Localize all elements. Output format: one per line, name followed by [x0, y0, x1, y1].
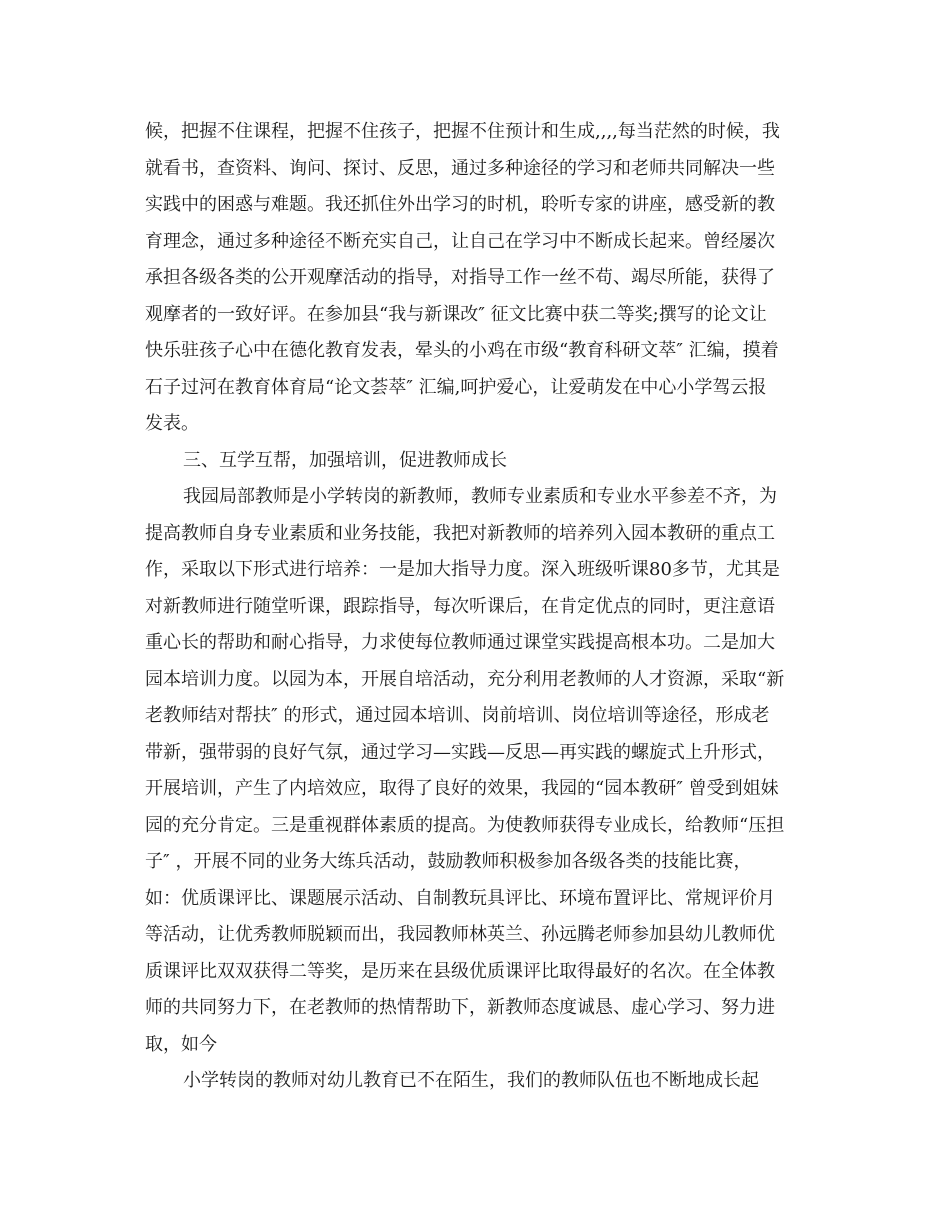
paragraph-1-line: 育理念，通过多种途径不断充实自己，让自己在学习中不断成长起来。曾经屡次 — [145, 230, 775, 252]
paragraph-3-line: 小学转岗的教师对幼儿教育已不在陌生，我们的教师队伍也不断地成长起 — [183, 1070, 759, 1091]
paragraph-2-line: 园的充分肯定。三是重视群体素质的提高。为使教师获得专业成长，给教师“压担 — [145, 814, 785, 836]
paragraph-2-line: 老教师结对帮扶″ 的形式，通过园本培训、岗前培训、岗位培训等途径，形成老 — [145, 705, 770, 726]
paragraph-2-line: 质课评比双双获得二等奖，是历来在县级优质课评比取得最好的名次。在全体教 — [145, 960, 775, 982]
paragraph-2-line: 取，如今 — [145, 1033, 217, 1055]
document-body — [145, 114, 807, 1100]
paragraph-2-line: 等活动，让优秀教师脱颖而出，我园教师林英兰、孙远腾老师参加县幼儿教师优 — [145, 924, 775, 945]
paragraph-2-line: 对新教师进行随堂听课，跟踪指导，每次听课后，在肯定优点的同时，更注意语 — [145, 595, 775, 617]
section-heading: 三、互学互帮，加强培训，促进教师成长 — [183, 449, 507, 471]
paragraph-2-line: 子″ ，开展不同的业务大练兵活动，鼓励教师积极参加各级各类的技能比赛， — [145, 851, 752, 872]
paragraph-1-line: 就看书，查资料、询问、探讨、反思，通过多种途径的学习和老师共同解决一些 — [145, 157, 775, 179]
paragraph-3 — [145, 1063, 807, 1100]
paragraph-2-line: 作，采取以下形式进行培养：一是加大指导力度。深入班级听课80多节，尤其是 — [145, 559, 780, 580]
paragraph-2-line: 带新，强带弱的良好气氛，通过学习—实践—反思—再实践的螺旋式上升形式， — [145, 741, 775, 763]
paragraph-1-line: 快乐驻孩子心中在德化教育发表，晕头的小鸡在市级“教育科研文萃″ 汇编，摸着 — [145, 340, 779, 361]
paragraph-1-line: 观摩者的一致好评。在参加县“我与新课改″ 征文比赛中获二等奖;撰写的论文让 — [145, 303, 767, 325]
paragraph-2-line: 我园局部教师是小学转岗的新教师，教师专业素质和专业水平参差不齐，为 — [183, 486, 777, 507]
paragraph-2-line: 园本培训力度。以园为本，开展自培活动，充分利用老教师的人才资源，采取“新 — [145, 668, 785, 690]
paragraph-2 — [145, 479, 807, 1063]
paragraph-2-line: 重心长的帮助和耐心指导，力求使每位教师通过课堂实践提高根本功。二是加大 — [145, 632, 775, 653]
paragraph-2-line: 如：优质课评比、课题展示活动、自制教玩具评比、环境布置评比、常规评价月 — [145, 887, 775, 909]
paragraph-2-line: 提高教师自身专业素质和业务技能，我把对新教师的培养列入园本教研的重点工 — [145, 522, 775, 544]
paragraph-1-line: 实践中的困惑与难题。我还抓住外出学习的时机，聆听专家的讲座，感受新的教 — [145, 194, 775, 215]
paragraph-2-line: 开展培训，产生了内培效应，取得了良好的效果，我园的“园本教研″ 曾受到姐妹 — [145, 778, 779, 799]
paragraph-1-line: 发表。 — [145, 413, 199, 434]
paragraph-1 — [145, 114, 807, 443]
paragraph-2-line: 师的共同努力下，在老教师的热情帮助下，新教师态度诚恳、虚心学习、努力进 — [145, 997, 775, 1018]
paragraph-1-line: 承担各级各类的公开观摩活动的指导，对指导工作一丝不苟、竭尽所能，获得了 — [145, 267, 775, 288]
paragraph-1-line: 石子过河在教育体育局“论文荟萃″ 汇编,呵护爱心，让爱萌发在中心小学驾云报 — [145, 376, 767, 398]
paragraph-1-line: 候，把握不住课程，把握不住孩子，把握不住预计和生成,,,,每当茫然的时候，我 — [145, 121, 780, 142]
